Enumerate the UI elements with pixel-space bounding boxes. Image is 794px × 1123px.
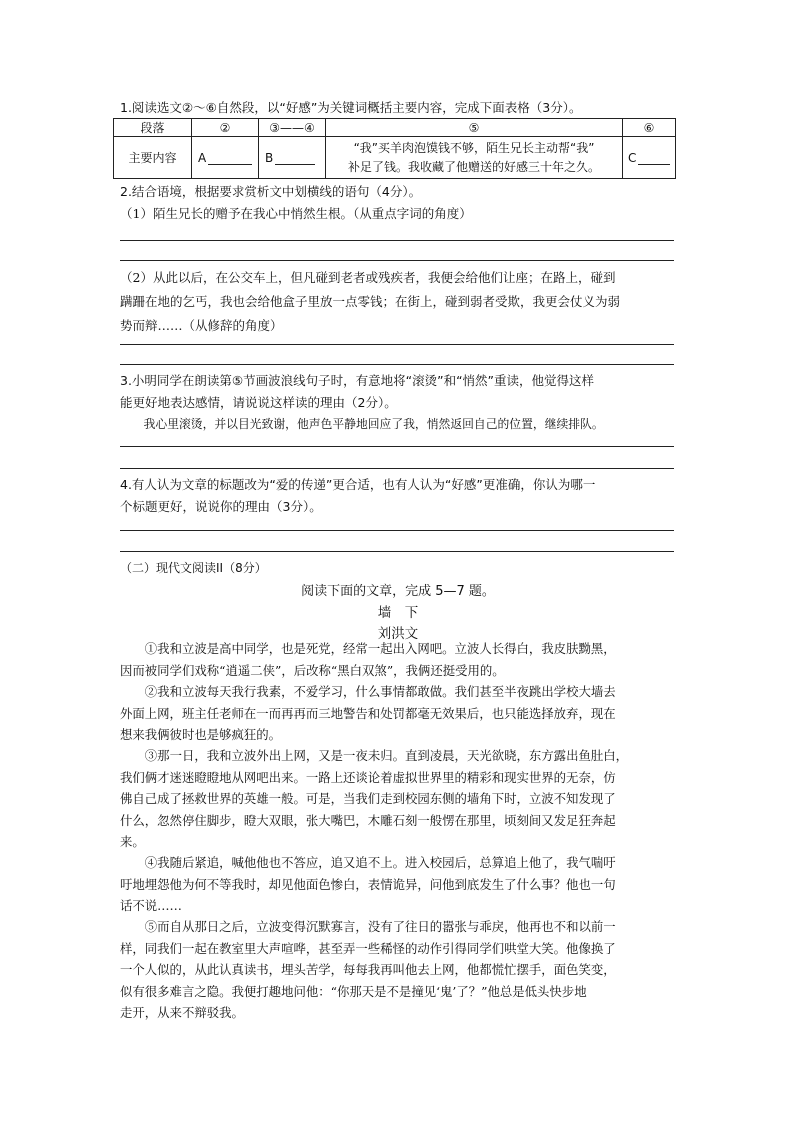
table-header-3-4: ③——④	[259, 119, 326, 137]
table-header-paragraph: 段落	[114, 119, 192, 137]
question-4: 4.有人认为文章的标题改为“爱的传递”更合适，也有人认为“好感”更准确，你认为哪一 个标题更好，说说你的理由（3分）。	[120, 477, 596, 514]
table-cell-5: “我”买羊肉泡馍钱不够，陌生兄长主动帮“我” 补足了钱。我收藏了他赠送的好感三十年之久。	[326, 137, 623, 179]
article-title: 墙 下	[377, 605, 419, 621]
article-paragraph-1: ①我和立波是高中同学，也是死党，经常一起出入网吧。立波人长得白，我皮肤黝黑， 因而被同学们戏称“逍遥二侠”，后改称“黑白双煞”，我俩还挺受用的。	[120, 641, 616, 678]
article-paragraph-5: ⑤而自从那日之后，立波变得沉默寡言，没有了往日的嚣张与乖戾，他再也不和以前一 样，同我们一起在教室里大声喧哗，甚至弄一些稀怪的动作引得同学们哄堂大笑。他像换了 一个人似的，从此认真读书，埋头苦学，每每我再叫他去上网，他都慌忙摆手，面色笑变， 似有很多难言之隐。我便打趣地问他：“你那天是不是撞见‘鬼’了？”他总是低头快步地 走开，从来不辩驳我。	[120, 919, 616, 1020]
summary-table	[113, 118, 676, 179]
answer-line[interactable]	[120, 446, 674, 447]
answer-line[interactable]	[120, 468, 674, 469]
question-2: 2.结合语境，根据要求赏析文中划横线的语句（4分）。	[120, 184, 422, 199]
answer-blank-a[interactable]: A	[192, 137, 259, 179]
article-paragraph-2: ②我和立波每天我行我素，不爱学习，什么事情都敢做。我们甚至半夜跳出学校大墙去 外面上网，班主任老师在一而再再而三地警告和处罚都毫无效果后，也只能选择放弃，现在 想来我俩彼时也是够疯狂的。	[120, 684, 616, 742]
article-paragraph-3: ③那一日，我和立波外出上网，又是一夜未归。直到凌晨，天光欲晓，东方露出鱼肚白， 我们俩才迷迷瞪瞪地从网吧出来。一路上还谈论着虚拟世界里的精彩和现实世界的无奈，仿 佛自己成了拯救世界的英雄一般。可是，当我们走到校园东侧的墙角下时，立波不知发现了 什么，忽然停住脚步，瞪大双眼，张大嘴巴，木雕石刻一般愣在那里，顷刻间又发足狂奔起 来。	[120, 748, 629, 849]
reading-instruction: 阅读下面的文章，完成 5—7 题。	[301, 584, 495, 599]
answer-line[interactable]	[120, 364, 674, 365]
question-2-sub1: （1）陌生兄长的赠予在我心中悄然生根。（从重点字词的角度）	[120, 206, 472, 221]
question-1: 1.阅读选文②～⑥自然段，以“好感”为关键词概括主要内容，完成下面表格（3分）。	[120, 100, 582, 115]
article-paragraph-4: ④我随后紧追，喊他他也不答应，追又追不上。进入校园后，总算追上他了，我气喘吁 吁地埋怨他为何不等我时，却见他面色惨白，表情诡异，问他到底发生了什么事？他也一句 话不说……	[120, 855, 616, 913]
table-header-2: ②	[192, 119, 259, 137]
table-header-5: ⑤	[326, 119, 623, 137]
question-2-sub2: （2）从此以后，在公交车上，但凡碰到老者或残疾者，我便会给他们让座；在路上，碰到 蹒跚在地的乞丐，我也会给他盒子里放一点零钱；在街上，碰到弱者受欺，我更会仗义为弱 势而辩……（从修辞的角度）	[120, 270, 621, 333]
answer-line[interactable]	[120, 551, 674, 552]
question-3: 3.小明同学在朗读第⑤节画波浪线句子时，有意地将“滚烫”和“悄然”重读，他觉得这样 能更好地表达感情，请说说这样读的理由（2分）。	[120, 373, 595, 410]
answer-line[interactable]	[120, 530, 674, 531]
answer-line[interactable]	[120, 260, 674, 261]
answer-blank-b[interactable]: B	[259, 137, 326, 179]
answer-blank-c[interactable]: C	[623, 137, 676, 179]
answer-line[interactable]	[120, 240, 674, 241]
question-3-quote: 我心里滚烫，并以目光致谢，他声色平静地回应了我，悄然返回自己的位置，继续排队。	[143, 417, 604, 431]
article-author: 刘洪文	[377, 626, 419, 642]
answer-line[interactable]	[120, 344, 674, 345]
table-header-6: ⑥	[623, 119, 676, 137]
table-row-label: 主要内容	[114, 137, 192, 179]
section-heading: （二）现代文阅读II（8分）	[120, 561, 267, 575]
